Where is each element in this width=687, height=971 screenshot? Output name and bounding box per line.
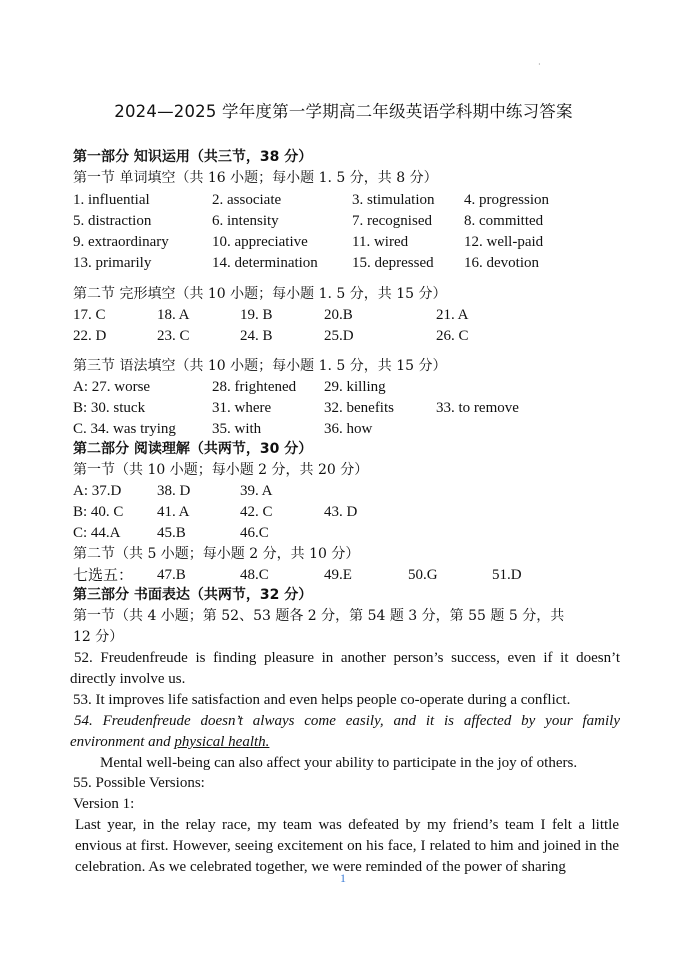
answer-item: C: 44.A: [73, 525, 121, 541]
answer-53: 53. It improves life satisfaction and even helps people co-operate during a conflict.: [73, 692, 571, 708]
answer-item: B: 30. stuck: [73, 400, 146, 416]
answer-item: 20.B: [324, 307, 353, 323]
page-number: 1: [340, 871, 346, 885]
answer-54: [70, 711, 620, 753]
answer-item: 26. C: [436, 328, 469, 344]
part1-heading: 第一部分 知识运用（共三节，38 分）: [73, 149, 313, 165]
answer-item: 11. wired: [352, 234, 409, 250]
answer-item: A: 27. worse: [73, 379, 151, 395]
answer-item: 12. well-paid: [464, 234, 544, 250]
answer-item: 1. influential: [73, 192, 150, 208]
answer-item: 5. distraction: [73, 213, 152, 229]
answer-item: 25.D: [324, 328, 354, 344]
part1-sec1-heading: 第一节 单词填空（共 16 小题；每小题 1. 5 分，共 8 分）: [73, 170, 438, 186]
answer-item: 46.C: [240, 525, 269, 541]
part3-heading: 第三部分 书面表达（共两节，32 分）: [73, 587, 313, 603]
answer-item: 14. determination: [212, 255, 318, 271]
answer-item: 15. depressed: [352, 255, 434, 271]
answer-item: 29. killing: [324, 379, 386, 395]
answer-item: 18. A: [157, 307, 190, 323]
answer-item: 49.E: [324, 567, 352, 583]
answer-item: 33. to remove: [436, 400, 519, 416]
answer-item: B: 40. C: [73, 504, 124, 520]
answer-item: 41. A: [157, 504, 190, 520]
version-1-label: Version 1:: [73, 796, 135, 812]
part2-heading: 第二部分 阅读理解（共两节，30 分）: [73, 441, 313, 457]
answer-item: 31. where: [212, 400, 272, 416]
version-1-text: Last year, in the relay race, my team was defeated by my friend’s team I felt a little envious at first. However, seeing excitement on his face, I related to him and joined in the celebration. As we celebrated together, we were reminded of the power of sharing: [75, 817, 619, 875]
answer-item: 39. A: [240, 483, 273, 499]
answer-item: 24. B: [240, 328, 273, 344]
answer-item: 48.C: [240, 567, 269, 583]
answer-item: 22. D: [73, 328, 107, 344]
answer-item: 10. appreciative: [212, 234, 308, 250]
answer-item: 28. frightened: [212, 379, 297, 395]
part2-sec1-heading: 第一节（共 10 小题；每小题 2 分，共 20 分）: [73, 462, 369, 478]
answer-item: 43. D: [324, 504, 358, 520]
answer-item: 32. benefits: [324, 400, 394, 416]
answer-item: 17. C: [73, 307, 106, 323]
answer-item: 38. D: [157, 483, 191, 499]
answer-54-text: 54. Freudenfreude doesn’t always come easily, and it is affected by your family environment and: [70, 713, 620, 750]
corner-mark: ·: [538, 60, 541, 69]
answer-54-underlined: physical health.: [174, 734, 270, 750]
part3-sec1-heading: 第一节（共 4 小题；第 52、53 题各 2 分，第 54 题 3 分，第 55 题 5 分，共: [73, 608, 565, 624]
answer-item: 35. with: [212, 421, 262, 437]
answer-item: 7. recognised: [352, 213, 432, 229]
part1-sec3-heading: 第三节 语法填空（共 10 小题；每小题 1. 5 分，共 15 分）: [73, 358, 447, 374]
answer-item: A: 37.D: [73, 483, 122, 499]
answer-item: 51.D: [492, 567, 522, 583]
answer-52: 52. Freudenfreude is finding pleasure in another person’s success, even if it doesn’t directly involve us.: [70, 650, 620, 687]
answer-item: 23. C: [157, 328, 190, 344]
answer-item: 2. associate: [212, 192, 282, 208]
part2-sec2-heading: 第二节（共 5 小题；每小题 2 分，共 10 分）: [73, 546, 360, 562]
answer-54-extra: Mental well-being can also affect your ability to participate in the joy of others.: [100, 755, 578, 771]
answer-item: 42. C: [240, 504, 273, 520]
answer-item: 4. progression: [464, 192, 549, 208]
seven-choose-five-label: 七选五：: [73, 566, 134, 584]
answer-item: 36. how: [324, 421, 373, 437]
answer-item: 47.B: [157, 567, 186, 583]
answer-item: C. 34. was trying: [73, 421, 176, 437]
answer-item: 50.G: [408, 567, 438, 583]
answer-item: 45.B: [157, 525, 186, 541]
answer-item: 8. committed: [464, 213, 544, 229]
answer-item: 13. primarily: [73, 255, 152, 271]
answer-item: 9. extraordinary: [73, 234, 169, 250]
part3-sec1-heading-cont: 12 分）: [73, 629, 124, 645]
answer-item: 6. intensity: [212, 213, 279, 229]
answer-item: 3. stimulation: [352, 192, 435, 208]
page-title: 2024—2025 学年度第一学期高二年级英语学科期中练习答案: [114, 102, 573, 121]
answer-item: 19. B: [240, 307, 273, 323]
answer-55-heading: 55. Possible Versions:: [73, 775, 205, 791]
answer-item: 16. devotion: [464, 255, 539, 271]
part1-sec2-heading: 第二节 完形填空（共 10 小题；每小题 1. 5 分，共 15 分）: [73, 286, 447, 302]
answer-item: 21. A: [436, 307, 469, 323]
